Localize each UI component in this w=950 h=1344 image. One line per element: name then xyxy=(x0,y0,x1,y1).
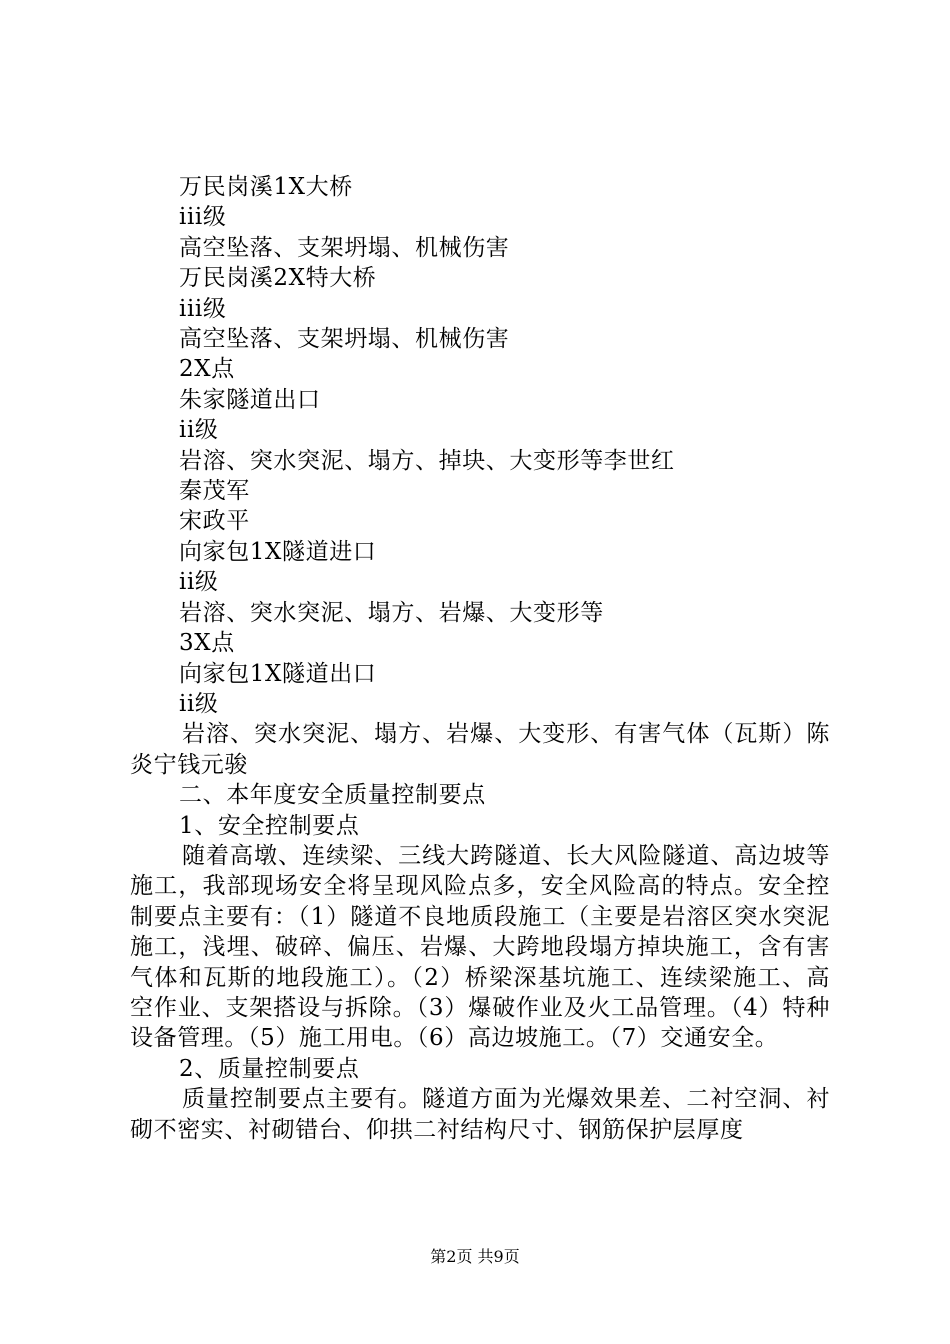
document-body xyxy=(130,172,830,1145)
safety-paragraph: 随着高墩、连续梁、三线大跨隧道、长大风险隧道、高边坡等施工，我部现场安全将呈现风险点多，安全风险高的特点。安全控制要点主要有：（1）隧道不良地质段施工（主要是岩溶区突水突泥施工，浅埋、破碎、偏压、岩爆、大跨地段塌方掉块施工，含有害气体和瓦斯的地段施工）。（2）桥梁深基坑施工、连续梁施工、高空作业、支架搭设与拆除。（3）爆破作业及火工品管理。（4）特种设备管理。（5）施工用电。（6）高边坡施工。（7）交通安全。 xyxy=(130,842,830,1052)
text-line: 3X点 xyxy=(179,630,235,657)
text-line: 向家包1X隧道进口 xyxy=(179,538,377,565)
text-line: 向家包1X隧道出口 xyxy=(179,660,377,687)
text-line: ii级 xyxy=(179,690,219,717)
text-line: 宋政平 xyxy=(179,508,250,535)
text-line: 岩溶、突水突泥、塌方、掉块、大变形等李世红 xyxy=(179,447,675,474)
section-title: 二、本年度安全质量控制要点 xyxy=(179,782,486,809)
text-line: 朱家隧道出口 xyxy=(179,386,321,413)
text-line: 高空坠落、支架坍塌、机械伤害 xyxy=(179,234,510,261)
subsection-safety-title: 1、安全控制要点 xyxy=(179,812,360,839)
quality-paragraph: 质量控制要点主要有。隧道方面为光爆效果差、二衬空洞、衬砌不密实、衬砌错台、仰拱二衬结构尺寸、钢筋保护层厚度 xyxy=(130,1086,830,1143)
text-line: 秦茂军 xyxy=(179,478,250,505)
subsection-quality-title: 2、质量控制要点 xyxy=(179,1055,360,1082)
text-line: ii级 xyxy=(179,417,219,444)
text-line: 岩溶、突水突泥、塌方、岩爆、大变形等 xyxy=(179,599,604,626)
text-line: ii级 xyxy=(179,569,219,596)
text-line: 万民岗溪2X特大桥 xyxy=(179,265,377,292)
text-line: iii级 xyxy=(179,204,227,231)
text-line: iii级 xyxy=(179,295,227,322)
text-line: 2X点 xyxy=(179,356,235,383)
text-line: 万民岗溪1X大桥 xyxy=(179,174,353,200)
text-line: 高空坠落、支架坍塌、机械伤害 xyxy=(179,326,510,353)
page-footer: 第2页 共9页 xyxy=(430,1247,520,1266)
hazard-paragraph: 岩溶、突水突泥、塌方、岩爆、大变形、有害气体（瓦斯）陈炎宁钱元骏 xyxy=(130,721,830,778)
